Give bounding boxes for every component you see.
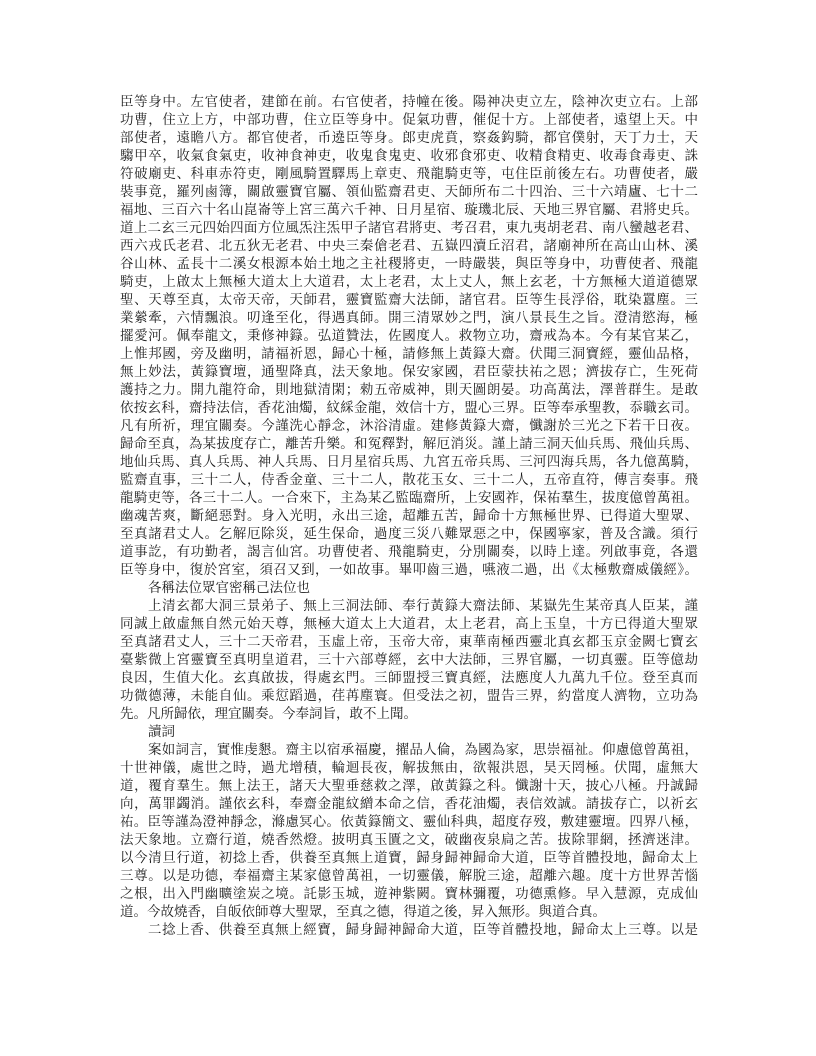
- text-line: 先。凡所歸依，理宜關奏。今奉詞旨，敢不上聞。: [120, 706, 417, 721]
- text-line: 裝事竟，羅列鹵簿，關啟靈寶官屬、領仙監齋君吏、天師所布二十四治、三十六靖廬、七十二: [120, 184, 698, 199]
- text-line: 監齋直事，三十二人，侍香金童、三十二人，散花玉女、三十二人，五帝直符，傳言奏事。飛: [120, 472, 698, 487]
- text-line: 同誠上啟虛無自然元始天尊，無極大道太上大道君，太上老君，高上玉皇，十方已得道大聖眾: [120, 616, 698, 631]
- text-line: 案如詞言，實惟虔懇。齋主以宿承福慶，擢品人倫，為國為家，思崇福祉。仰慮億曾萬祖，: [148, 742, 698, 757]
- text-line: 上惟邦國，旁及幽明，請福祈恩，歸心十極，請修無上黃籙大齋。伏聞三洞寶經，靈仙品格，: [120, 346, 698, 361]
- text-line: 擺愛河。佩奉龍文，秉修神籙。弘道贊法，佐國度人。救物立功，齋戒為本。今有某官某乙，: [120, 328, 698, 343]
- text-line: 福地、三百六十名山崑崙等上宮三萬六千神、日月星宿、璇璣北辰、天地三界官屬、君將史兵。: [120, 202, 698, 217]
- text-line: 西六戎氏老君、北五狄无老君、中央三秦傖老君、五嶽四瀆丘沼君，諸廟神所在高山山林、溪: [120, 238, 698, 253]
- text-line: 十世神儀，處世之時，過尤增積，輪迴長夜，解拔無由，欲報洪恩，昊天罔極。伏聞，虛無大: [120, 760, 698, 775]
- text-line: 部使者，遠瞻八方。都官使者，币遶臣等身。郎吏虎賁，察姦鈎騎，都官僕射，天丁力士，天: [120, 130, 698, 145]
- text-line: 谷山林、孟長十二溪女根源本始土地之主社稷將吏，一時嚴裝，與臣等身中，功曹使者、飛龍: [120, 256, 698, 271]
- text-line: 依按玄科，齋持法信，香花油燭，紋綵金龍，效信十方，盟心三界。臣等奉承聖教，忝職玄司。: [120, 400, 698, 415]
- text-line: 良因，生值大化。玄真啟拔，得處玄門。三師盟授三寶真經，法應度人九萬九千位。登至真而: [120, 670, 698, 685]
- text-line: 臣等身中，復於宮室，須召又到，一如故事。畢叩齒三過，嚥液二過，出《太極敷齋威儀經》。: [120, 562, 698, 577]
- text-line: 上清玄都大洞三景弟子、無上三洞法師、奉行黃籙大齋法師、某嶽先生某帝真人臣某，謹: [148, 598, 698, 613]
- text-line: 法天象地。立齋行道，燒香然燈。披明真玉匱之文，破幽夜泉扃之苦。拔除罪網，拯濟迷津。: [120, 832, 698, 847]
- text-line: 龍騎吏等，各三十二人。一合來下，主為某乙監臨齋所，上安國祚，保祐羣生，拔度億曾萬祖。: [120, 490, 698, 505]
- text-line: 騎吏，上啟太上無極大道太上大道君，太上老君，太上丈人，無上玄老，十方無極大道道德眾: [120, 274, 698, 289]
- text-line: 聖、天尊至真，太帝天帝，天師君，靈寶監齋大法師，諸官君。臣等生長浮俗，耽染囂塵。三: [120, 292, 698, 307]
- text-line: 地仙兵馬、真人兵馬、神人兵馬、日月星宿兵馬、九宮五帝兵馬、三河四海兵馬，各九億萬騎，: [120, 454, 698, 469]
- text-line: 符破廟吏、科車赤符吏，剛風騎置驛馬上章吏、飛龍騎吏等，屯住臣前後左右。功曹使者，嚴: [120, 166, 698, 181]
- text-line: 無上妙法，黃籙寶壇，通聖降真，法天象地。保安家國，君臣蒙扶祐之恩；濟拔存亡，生死荷: [120, 364, 698, 379]
- text-line: 至真諸君丈人，三十二天帝君，玉虛上帝，玉帝大帝，東華南極西靈北真玄都玉京金闕七寶玄: [120, 634, 698, 649]
- text-line: 二捻上香、供養至真無上經寶，歸身歸神歸命大道，臣等首體投地，歸命太上三尊。以是: [148, 922, 698, 937]
- text-line: 歸命至真，為某拔度存亡，離苦升樂。和冤釋對，解厄消災。謹上請三洞天仙兵馬、飛仙兵馬、: [120, 436, 698, 451]
- text-line: 凡有所祈，理宜關奏。今謹洗心靜念，沐浴清虛。建修黃籙大齋，懺謝於三光之下若干日夜。: [120, 418, 698, 433]
- text-line: 向，萬罪蠲消。謹依玄科，奉齋金龍紋繒本命之信，香花油燭，表信效誠。請拔存亡，以祈玄: [120, 796, 698, 811]
- text-line: 讀詞: [148, 724, 175, 739]
- text-line: 各稱法位眾官密稱己法位也: [148, 580, 310, 595]
- text-line: 道。今故燒香，自皈依師尊大聖眾，至真之德，得道之後，昇入無形。與道合真。: [120, 904, 606, 919]
- text-block: [120, 93, 698, 939]
- text-line: 道，覆育羣生。無上法王，諸天大聖垂慈救之澤，啟黃籙之科。懺謝十天，披心八極。丹誠歸: [120, 778, 698, 793]
- text-line: 幽魂苦爽，斷絕惡對。身入光明，永出三途，超離五苦，歸命十方無極世界、已得道大聖眾、: [120, 508, 698, 523]
- text-line: 騶甲卒，收氣食氣吏，收神食神吏，收鬼食鬼吏、收邪食邪吏、收精食精吏、收毒食毒吏、誅: [120, 148, 698, 163]
- text-line: 功曹，住立上方，中部功曹，住立臣等身中。促氣功曹，催促十方。上部使者，遠望上天。中: [120, 112, 698, 127]
- text-line: 三尊。以是功德，奉福齋主某家億曾萬祖，一切靈儀，解脫三途，超離六趣。度十方世界苦惱: [120, 868, 698, 883]
- text-line: 祐。臣等謹為澄神靜念，滌慮冥心。依黃籙簡文、靈仙科典，超度存歿，敷建靈壇。四界八極，: [120, 814, 698, 829]
- text-line: 之根，出入門幽曠塗炭之境。託影玉城，遊神紫闕。寶林彌覆，功德熏修。早入慧源，克成仙: [120, 886, 698, 901]
- text-line: 護持之力。開九龍符命，則地獄清閑；勑五帝威神，則天圖朗晏。功高萬法，澤普群生。是敢: [120, 382, 698, 397]
- text-line: 道上二玄三元四始四面方位風炁注炁甲子諸官君將吏、考召君，東九夷胡老君、南八蠻越老君、: [120, 220, 698, 235]
- text-line: 臣等身中。左官使者，建節在前。右官使者，持幢在後。陽神决吏立左，陰神次吏立右。上部: [120, 94, 698, 109]
- text-line: 功微德薄，未能自仙。乘愆蹈過，荏苒塵寰。但受法之初，盟告三界，約當度人濟物，立功為: [120, 688, 698, 703]
- text-line: 道事訖，有功勤者，謁言仙宮。功曹使者、飛龍騎吏，分別關奏，以時上達。列啟事竟，各還: [120, 544, 698, 559]
- text-line: 至真諸君丈人。乞解厄除災，延生保命，過度三災八難眾惡之中，保國寧家，普及含識。須行: [120, 526, 698, 541]
- text-line: 以今清旦行道，初捻上香，供養至真無上道寶，歸身歸神歸命大道，臣等首體投地，歸命太上: [120, 850, 698, 865]
- text-line: 臺紫微上宮靈寶至真明皇道君，三十六部尊經，玄中大法師，三界官屬，一切真靈。臣等億劫: [120, 652, 698, 667]
- text-line: 業縈牽，六情飄浪。叨逢至化，得遇真師。開三清眾妙之門，演八景長生之旨。澄清慾海，極: [120, 310, 698, 325]
